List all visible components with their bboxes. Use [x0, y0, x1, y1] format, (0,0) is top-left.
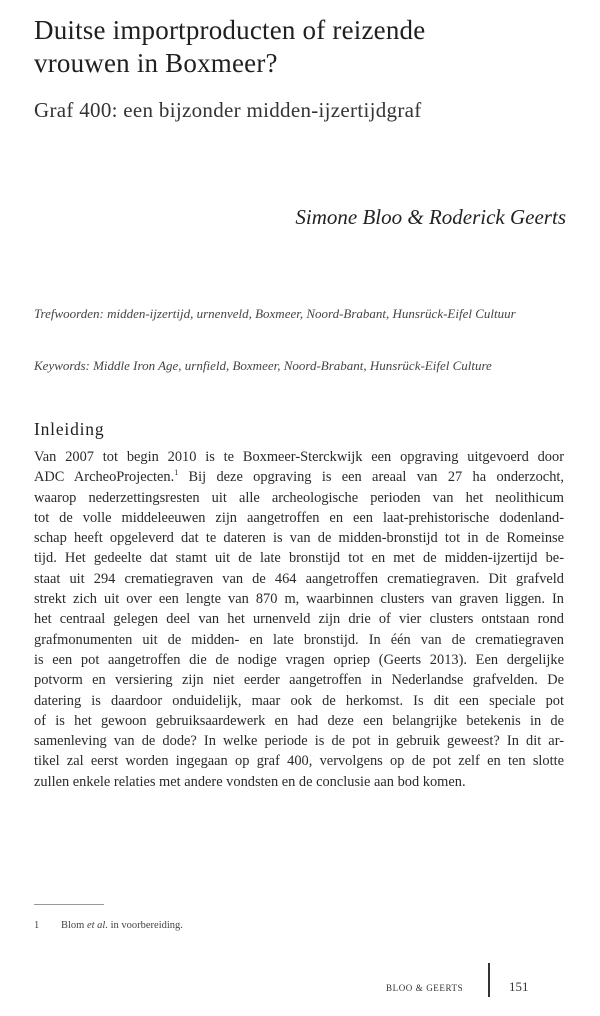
running-head: BLOO & GEERTS: [386, 983, 464, 993]
body-line: staat uit 294 crematiegraven van de 464 aangetroffen crematiegraven. Dit grafveld: [34, 570, 564, 587]
keywords-dutch: Trefwoorden: midden-ijzertijd, urnenveld, Boxmeer, Noord-Brabant, Hunsrück-Eifel Cultuur: [34, 306, 516, 321]
body-line: [34, 467, 564, 487]
body-line: waarop nederzettingsresten uit alle archeologische perioden van het neolithicum: [34, 489, 564, 506]
page-number: 151: [509, 979, 529, 994]
footnote-reference: 1: [174, 468, 179, 478]
footnote-text-end: in voorbereiding.: [107, 920, 183, 931]
footnote-text-italic: et al.: [86, 920, 108, 931]
body-line: Van 2007 tot begin 2010 is te Boxmeer-Sterckwijk een opgraving uitgevoerd door: [34, 449, 564, 465]
footnote-number: 1: [34, 920, 40, 931]
body-line: samenleving van de dode? In welke periode is de pot in gebruik geweest? In dit ar-: [34, 733, 564, 750]
body-line: het centraal gelegen deel van het urnenveld zijn drie of vier clusters ontstaan rond: [34, 611, 564, 628]
footnote-divider: [34, 904, 104, 905]
body-line: potvorm en versiering zijn niet eerder aangetroffen in Nederlandse grafvelden. De: [34, 672, 564, 689]
title-line-2: vrouwen in Boxmeer?: [34, 48, 278, 78]
body-line: schap heeft opgeleverd dat te dateren is van de midden-bronstijd tot in de Romeinse: [34, 530, 564, 547]
body-line: datering is daardoor onduidelijk, maar ook de herkomst. Is dit een speciale pot: [34, 692, 564, 709]
section-heading: Inleiding: [34, 419, 105, 439]
body-line-end: Bij deze opgraving is een areaal van 27 ha onderzocht,: [188, 469, 564, 486]
footnote: [34, 919, 183, 933]
body-line: is een pot aangetroffen die de nodige vragen opriep (Geerts 2013). Een dergelijke: [34, 651, 564, 668]
body-line: tikel zal eerst worden ingegaan op graf 400, vervolgens op de pot zelf en ten slotte: [34, 753, 564, 770]
article-title: [34, 14, 574, 80]
body-line: tijd. Het gedeelte dat stamt uit de late bronstijd tot en met de midden-ijzertijd be-: [34, 550, 564, 567]
body-line: zullen enkele relaties met andere vondsten en de conclusie aan bod komen.: [34, 773, 466, 790]
title-line-1: Duitse importproducten of reizende: [34, 15, 426, 45]
keywords-english: Keywords: Middle Iron Age, urnfield, Boxmeer, Noord-Brabant, Hunsrück-Eifel Culture: [34, 358, 492, 373]
article-subtitle: Graf 400: een bijzonder midden-ijzertijdgraf: [34, 98, 422, 122]
body-line: grafmonumenten uit de midden- en late bronstijd. In één van de crematiegraven: [34, 631, 564, 648]
footer-divider: [488, 963, 490, 997]
body-paragraph: [34, 447, 564, 792]
body-line: tot de volle middeleeuwen zijn aangetroffen en een laat-prehistorische dodenland-: [34, 509, 564, 526]
footnote-text: Blom: [61, 920, 87, 931]
article-authors: Simone Bloo & Roderick Geerts: [295, 205, 566, 229]
body-line: of is het gewoon gebruiksaardewerk en had deze een belangrijke betekenis in de: [34, 712, 564, 729]
body-line-start: ADC ArcheoProjecten.: [34, 469, 175, 486]
body-line: strekt zich uit over een lengte van 870 m, waarbinnen clusters van graven liggen. In: [34, 591, 564, 608]
